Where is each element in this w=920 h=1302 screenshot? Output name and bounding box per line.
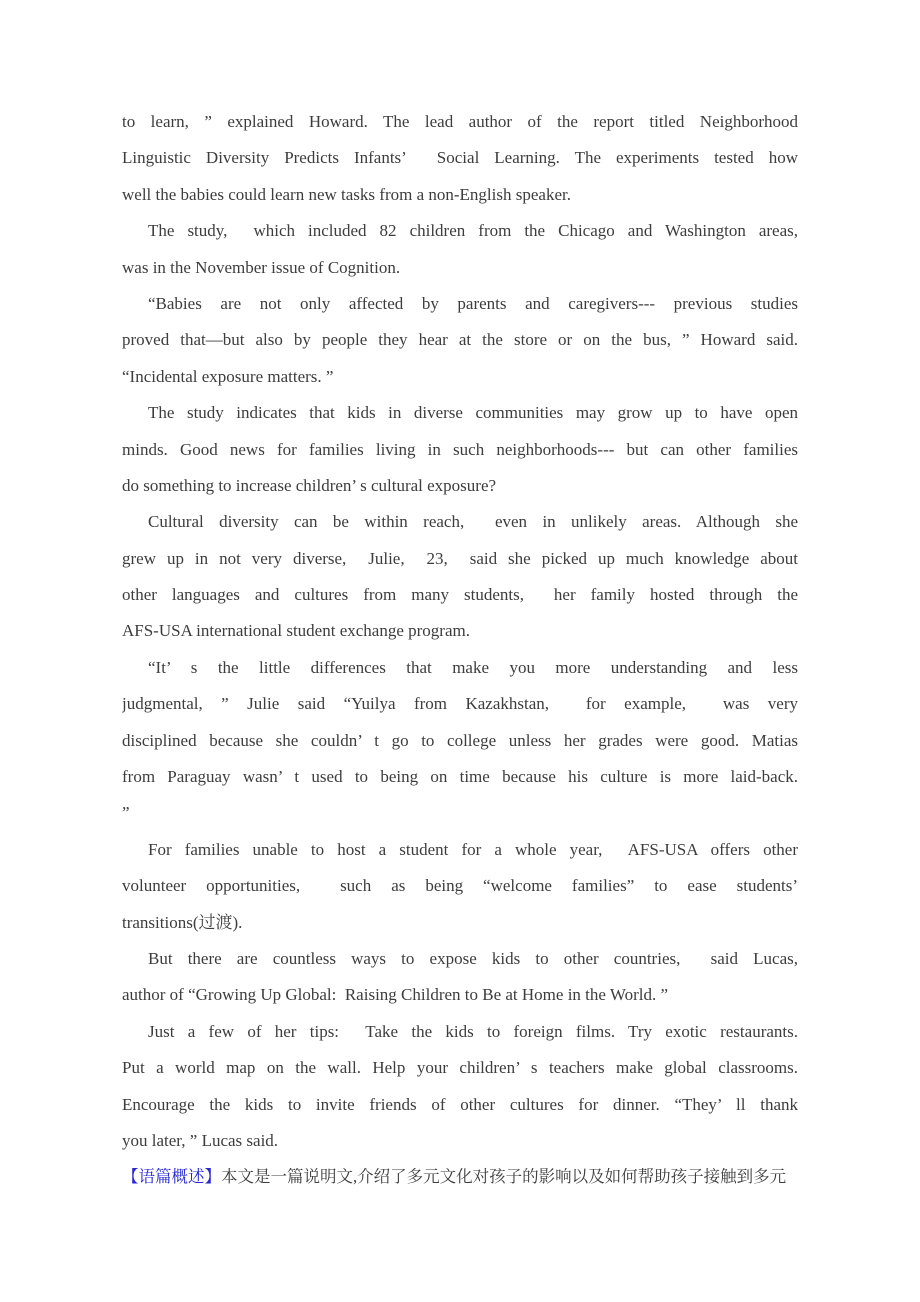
text-line: well the babies could learn new tasks from a non-English speaker. bbox=[122, 184, 571, 204]
summary-label: 【语篇概述】 bbox=[122, 1167, 221, 1187]
text-line: ” bbox=[122, 803, 130, 823]
text-line: “Babies are not only affected by parents and caregivers--- previous studies bbox=[148, 293, 798, 313]
text-line: minds. Good news for families living in such neighborhoods--- but can other families bbox=[122, 439, 798, 459]
text-line: you later, ” Lucas said. bbox=[122, 1130, 279, 1150]
text-line: other languages and cultures from many students, her family hosted through the bbox=[122, 585, 798, 605]
summary-text: 本文是一篇说明文,介绍了多元文化对孩子的影响以及如何帮助孩子接触到多元 bbox=[221, 1167, 787, 1187]
text-line: grew up in not very diverse, Julie, 23, said she picked up much knowledge about bbox=[122, 548, 798, 568]
passage-text bbox=[122, 104, 798, 1159]
text-line: to learn, ” explained Howard. The lead author of the report titled Neighborhood bbox=[122, 112, 798, 131]
text-line: AFS-USA international student exchange program. bbox=[122, 621, 470, 641]
text-line: Cultural diversity can be within reach, even in unlikely areas. Although she bbox=[148, 512, 798, 532]
text-line: proved that—but also by people they hear at the store or on the bus, ” Howard said. bbox=[122, 330, 798, 350]
text-line: was in the November issue of Cognition. bbox=[122, 257, 401, 277]
text-line: But there are countless ways to expose kids to other countries, said Lucas, bbox=[148, 948, 798, 968]
text-line: disciplined because she couldn’ t go to college unless her grades were good. Matias bbox=[122, 730, 798, 750]
passage-summary bbox=[122, 1159, 798, 1195]
text-line: “Incidental exposure matters. ” bbox=[122, 366, 334, 386]
text-line: Linguistic Diversity Predicts Infants’ Social Learning. The experiments tested how bbox=[122, 148, 798, 168]
text-line: judgmental, ” Julie said “Yuilya from Kazakhstan, for example, was very bbox=[122, 694, 798, 714]
text-line: “It’ s the little differences that make you more understanding and less bbox=[148, 657, 798, 677]
text-line: For families unable to host a student for a whole year, AFS-USA offers other bbox=[148, 839, 798, 859]
text-line: author of “Growing Up Global: Raising Children to Be at Home in the World. ” bbox=[122, 985, 669, 1005]
text-line: transitions(过渡). bbox=[122, 912, 243, 932]
text-line: The study indicates that kids in diverse communities may grow up to have open bbox=[148, 403, 798, 423]
text-line: Encourage the kids to invite friends of other cultures for dinner. “They’ ll thank bbox=[122, 1094, 798, 1114]
text-line: do something to increase children’ s cultural exposure? bbox=[122, 475, 497, 495]
text-line: volunteer opportunities, such as being “welcome families” to ease students’ bbox=[122, 876, 798, 896]
text-line: from Paraguay wasn’ t used to being on time because his culture is more laid-back. bbox=[122, 767, 798, 787]
text-line: The study, which included 82 children from the Chicago and Washington areas, bbox=[148, 221, 798, 241]
text-line: Just a few of her tips: Take the kids to foreign films. Try exotic restaurants. bbox=[148, 1021, 798, 1041]
text-line: Put a world map on the wall. Help your children’ s teachers make global classrooms. bbox=[122, 1058, 798, 1078]
